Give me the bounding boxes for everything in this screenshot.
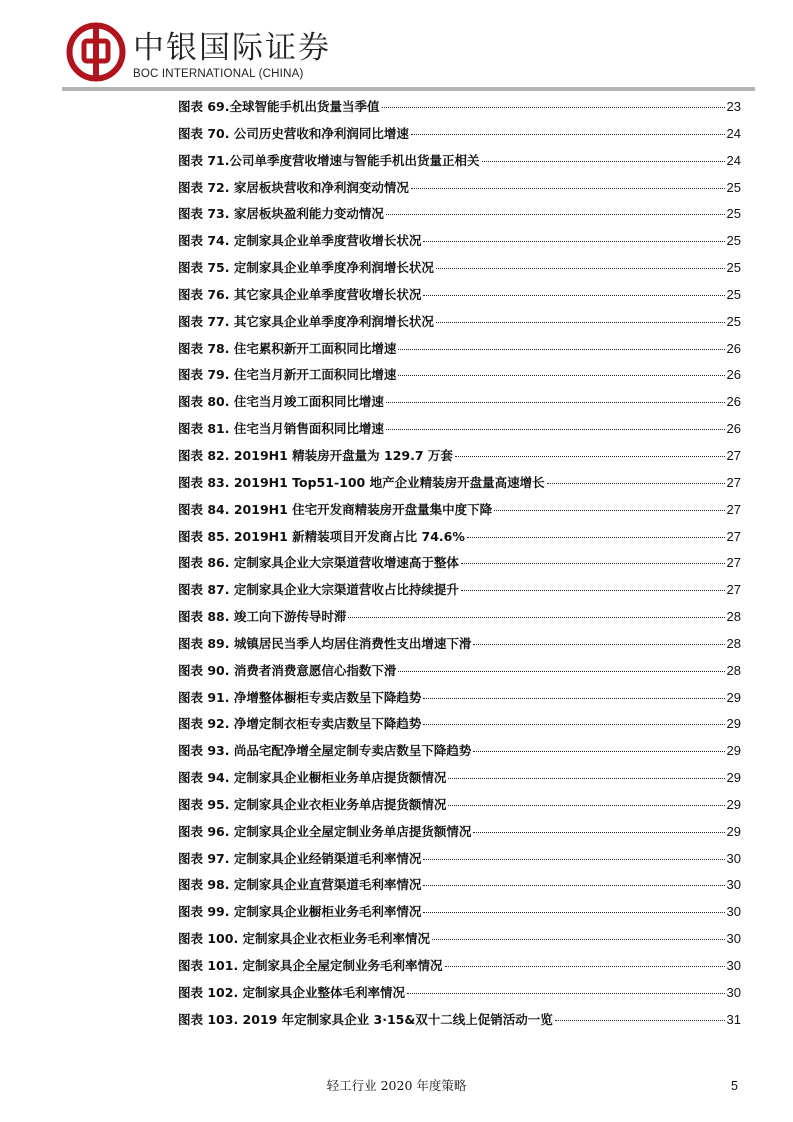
toc-entry-page: 28	[726, 635, 741, 651]
toc-entry[interactable]	[178, 685, 741, 712]
toc-entry[interactable]	[178, 255, 741, 282]
toc-entry-title: 图表 96. 定制家具企业全屋定制业务单店提货额情况	[178, 823, 472, 839]
toc-entry[interactable]	[178, 604, 741, 631]
toc-entry[interactable]	[178, 711, 741, 738]
toc-dot-leader	[436, 321, 725, 323]
toc-entry-page: 29	[726, 743, 741, 759]
toc-entry-page: 25	[726, 260, 741, 276]
toc-entry-page: 25	[726, 206, 741, 222]
toc-entry-page: 25	[726, 286, 741, 302]
toc-entry[interactable]	[178, 738, 741, 765]
toc-entry-title: 图表 92. 净增定制衣柜专卖店数呈下降趋势	[178, 716, 422, 732]
toc-entry[interactable]	[178, 309, 741, 336]
toc-entry[interactable]	[178, 953, 741, 980]
toc-entry-title: 图表 99. 定制家具企业橱柜业务毛利率情况	[178, 904, 422, 920]
toc-entry-page: 30	[726, 904, 741, 920]
toc-entry[interactable]	[178, 819, 741, 846]
toc-entry-page: 27	[726, 474, 741, 490]
toc-entry-title: 图表 98. 定制家具企业直营渠道毛利率情况	[178, 877, 422, 893]
toc-entry-page: 24	[726, 125, 741, 141]
toc-entry-title: 图表 97. 定制家具企业经销渠道毛利率情况	[178, 850, 422, 866]
toc-dot-leader	[473, 643, 724, 645]
toc-entry-page: 28	[726, 662, 741, 678]
toc-dot-leader	[461, 589, 725, 591]
toc-entry-page: 29	[726, 796, 741, 812]
toc-dot-leader	[547, 482, 725, 484]
toc-entry-page: 25	[726, 179, 741, 195]
toc-entry-page: 31	[726, 1011, 741, 1027]
toc-entry-title: 图表 76. 其它家具企业单季度营收增长状况	[178, 286, 422, 302]
toc-entry-title: 图表 80. 住宅当月竣工面积同比增速	[178, 394, 384, 410]
toc-entry[interactable]	[178, 94, 741, 121]
toc-entry-title: 图表 88. 竣工向下游传导时滞	[178, 609, 347, 625]
toc-entry-page: 29	[726, 770, 741, 786]
toc-entry-page: 26	[726, 421, 741, 437]
brand-name-english: BOC INTERNATIONAL (CHINA)	[133, 68, 304, 80]
toc-entry-page: 26	[726, 340, 741, 356]
toc-entry-title: 图表 77. 其它家具企业单季度净利润增长状况	[178, 313, 434, 329]
figure-list	[178, 94, 741, 1034]
boc-logo-icon	[66, 22, 126, 82]
toc-entry[interactable]	[178, 899, 741, 926]
toc-entry-title: 图表 82. 2019H1 精装房开盘量为 129.7 万套	[178, 447, 453, 463]
toc-entry-page: 30	[726, 931, 741, 947]
toc-entry[interactable]	[178, 926, 741, 953]
toc-entry-page: 25	[726, 233, 741, 249]
toc-entry-title: 图表 72. 家居板块营收和净利润变动情况	[178, 179, 409, 195]
toc-entry-page: 30	[726, 850, 741, 866]
toc-entry-page: 30	[726, 984, 741, 1000]
toc-entry-title: 图表 78. 住宅累积新开工面积同比增速	[178, 340, 397, 356]
toc-entry[interactable]	[178, 228, 741, 255]
toc-dot-leader	[411, 133, 725, 135]
brand-name-chinese: 中银国际证券	[133, 30, 331, 66]
toc-entry-title: 图表 89. 城镇居民当季人均居住消费性支出增速下滑	[178, 635, 472, 651]
toc-dot-leader	[386, 213, 725, 215]
footer-document-title: 轻工行业 2020 年度策略	[326, 1078, 467, 1093]
toc-entry[interactable]	[178, 470, 741, 497]
toc-entry[interactable]	[178, 121, 741, 148]
toc-entry-title: 图表 101. 定制家具企全屋定制业务毛利率情况	[178, 958, 443, 973]
toc-entry-title: 图表 81. 住宅当月销售面积同比增速	[178, 421, 384, 437]
toc-entry-title: 图表 69.全球智能手机出货量当季值	[178, 99, 380, 114]
toc-dot-leader	[398, 374, 724, 376]
toc-entry-title: 图表 95. 定制家具企业衣柜业务单店提货额情况	[178, 796, 447, 812]
toc-entry[interactable]	[178, 1007, 741, 1034]
toc-dot-leader	[423, 858, 724, 860]
toc-entry[interactable]	[178, 846, 741, 873]
toc-dot-leader	[423, 884, 724, 886]
toc-entry[interactable]	[178, 497, 741, 524]
toc-entry-page: 30	[726, 958, 741, 973]
toc-dot-leader	[461, 562, 725, 564]
toc-dot-leader	[382, 106, 725, 108]
header-divider	[62, 87, 755, 91]
toc-dot-leader	[494, 509, 724, 511]
toc-entry-title: 图表 75. 定制家具企业单季度净利润增长状况	[178, 260, 434, 276]
toc-entry-title: 图表 91. 净增整体橱柜专卖店数呈下降趋势	[178, 689, 422, 705]
toc-entry-title: 图表 93. 尚品宅配净增全屋定制专卖店数呈下降趋势	[178, 743, 472, 759]
toc-dot-leader	[423, 240, 724, 242]
toc-dot-leader	[467, 536, 725, 538]
toc-entry[interactable]	[178, 201, 741, 228]
toc-entry[interactable]	[178, 524, 741, 551]
toc-entry-title: 图表 87. 定制家具企业大宗渠道营收占比持续提升	[178, 582, 459, 598]
toc-entry[interactable]	[178, 872, 741, 899]
toc-dot-leader	[448, 804, 724, 806]
toc-entry[interactable]	[178, 416, 741, 443]
toc-entry[interactable]	[178, 631, 741, 658]
toc-entry[interactable]	[178, 148, 741, 175]
toc-entry[interactable]	[178, 362, 741, 389]
page-header	[0, 0, 793, 96]
toc-entry-page: 26	[726, 394, 741, 410]
toc-entry-page: 28	[726, 609, 741, 625]
toc-dot-leader	[473, 831, 724, 833]
toc-entry-title: 图表 86. 定制家具企业大宗渠道营收增速高于整体	[178, 555, 459, 571]
toc-dot-leader	[455, 455, 725, 457]
toc-entry-title: 图表 85. 2019H1 新精装项目开发商占比 74.6%	[178, 528, 465, 544]
toc-entry[interactable]	[178, 550, 741, 577]
toc-entry-title: 图表 102. 定制家具企业整体毛利率情况	[178, 984, 406, 1000]
toc-dot-leader	[407, 992, 724, 994]
toc-entry-page: 27	[726, 447, 741, 463]
toc-dot-leader	[555, 1019, 725, 1021]
toc-entry-title: 图表 100. 定制家具企业衣柜业务毛利率情况	[178, 931, 431, 947]
footer-page-number: 5	[731, 1079, 738, 1093]
toc-entry-title: 图表 70. 公司历史营收和净利润同比增速	[178, 125, 409, 141]
toc-entry[interactable]	[178, 282, 741, 309]
toc-entry-page: 27	[726, 501, 741, 517]
toc-entry-page: 27	[726, 528, 741, 544]
toc-entry[interactable]	[178, 443, 741, 470]
toc-entry-title: 图表 83. 2019H1 Top51-100 地产企业精装房开盘量高速增长	[178, 474, 545, 490]
toc-entry[interactable]	[178, 765, 741, 792]
page-footer	[0, 1076, 793, 1096]
toc-entry[interactable]	[178, 175, 741, 202]
toc-dot-leader	[411, 187, 725, 189]
toc-entry-page: 26	[726, 367, 741, 383]
toc-entry[interactable]	[178, 658, 741, 685]
toc-entry[interactable]	[178, 336, 741, 363]
toc-entry-page: 27	[726, 555, 741, 571]
toc-entry-page: 27	[726, 582, 741, 598]
toc-dot-leader	[423, 294, 724, 296]
toc-entry-page: 29	[726, 716, 741, 732]
toc-entry[interactable]	[178, 389, 741, 416]
toc-dot-leader	[432, 938, 724, 940]
toc-dot-leader	[423, 697, 724, 699]
toc-dot-leader	[448, 777, 724, 779]
toc-entry-title: 图表 84. 2019H1 住宅开发商精装房开盘量集中度下降	[178, 501, 493, 517]
toc-dot-leader	[473, 750, 724, 752]
toc-dot-leader	[445, 965, 725, 967]
toc-entry-title: 图表 90. 消费者消费意愿信心指数下滑	[178, 662, 397, 678]
toc-entry-title: 图表 94. 定制家具企业橱柜业务单店提货额情况	[178, 770, 447, 786]
toc-entry-page: 24	[726, 152, 741, 168]
toc-dot-leader	[386, 401, 725, 403]
toc-entry-page: 30	[726, 877, 741, 893]
toc-dot-leader	[398, 348, 724, 350]
toc-entry[interactable]	[178, 792, 741, 819]
toc-entry-page: 29	[726, 823, 741, 839]
toc-dot-leader	[423, 911, 724, 913]
toc-dot-leader	[386, 428, 725, 430]
toc-entry-title: 图表 103. 2019 年定制家具企业 3·15&双十二线上促销活动一览	[178, 1011, 553, 1027]
toc-entry-title: 图表 74. 定制家具企业单季度营收增长状况	[178, 233, 422, 249]
toc-entry-title: 图表 71.公司单季度营收增速与智能手机出货量正相关	[178, 152, 480, 168]
toc-entry-page: 23	[726, 99, 741, 114]
toc-entry-title: 图表 73. 家居板块盈利能力变动情况	[178, 206, 384, 222]
toc-entry-page: 29	[726, 689, 741, 705]
toc-dot-leader	[423, 723, 724, 725]
toc-dot-leader	[436, 267, 725, 269]
toc-entry[interactable]	[178, 577, 741, 604]
toc-entry-page: 25	[726, 313, 741, 329]
toc-dot-leader	[482, 160, 725, 162]
toc-dot-leader	[398, 670, 724, 672]
toc-entry[interactable]	[178, 980, 741, 1007]
toc-entry-title: 图表 79. 住宅当月新开工面积同比增速	[178, 367, 397, 383]
toc-dot-leader	[348, 616, 724, 618]
